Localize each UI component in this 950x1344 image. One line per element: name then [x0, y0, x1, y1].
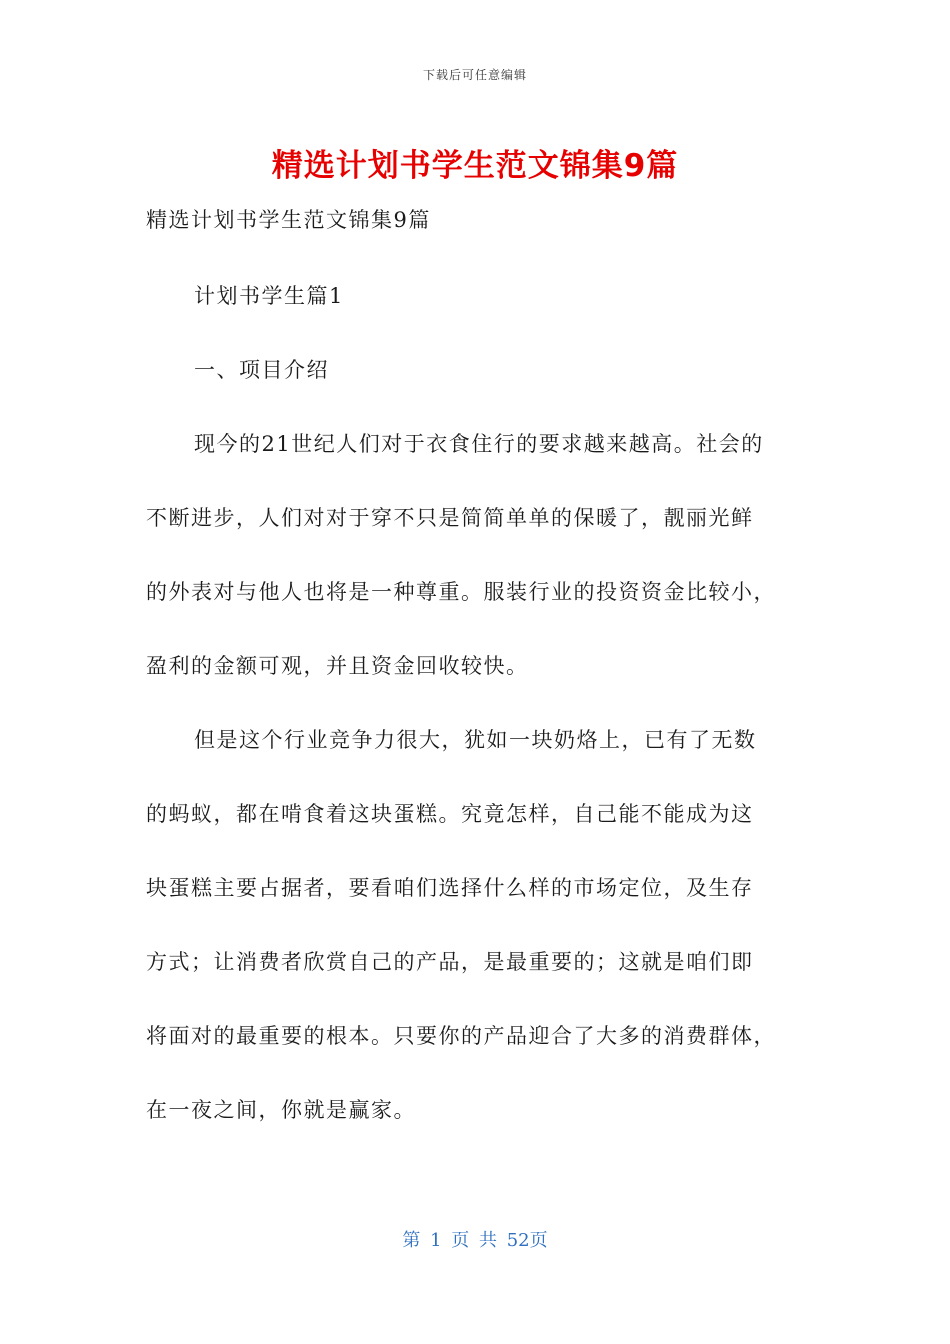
page-footer: 第 1 页 共 52页: [402, 1230, 548, 1251]
paragraph-line: 的蚂蚁，都在啃食着这块蛋糕。究竟怎样，自己能不能成为这: [146, 802, 754, 826]
paragraph-line: 将面对的最重要的根本。只要你的产品迎合了大多的消费群体，: [146, 1024, 776, 1048]
header-note: 下载后可任意编辑: [422, 68, 527, 82]
paragraph-line: 的外表对与他人也将是一种尊重。服装行业的投资资金比较小，: [146, 580, 776, 604]
paragraph-line: 但是这个行业竞争力很大，犹如一块奶烙上，已有了无数: [194, 728, 757, 752]
paragraph-line: 盈利的金额可观，并且资金回收较快。: [146, 654, 529, 678]
document-body: [146, 196, 806, 1160]
paragraph-line: 不断进步，人们对对于穿不只是简简单单的保暖了，靓丽光鲜: [146, 506, 754, 530]
subsection-heading: 一、项目介绍: [194, 358, 329, 382]
paragraph-line: 现今的21世纪人们对于衣食住行的要求越来越高。社会的: [194, 432, 764, 456]
paragraph-line: 方式；让消费者欣赏自己的产品，是最重要的；这就是咱们即: [146, 950, 754, 974]
paragraph-line: 块蛋糕主要占据者，要看咱们选择什么样的市场定位，及生存: [146, 876, 754, 900]
document-title: 精选计划书学生范文锦集9篇: [271, 148, 679, 184]
paragraph-line: 在一夜之间，你就是赢家。: [146, 1098, 416, 1122]
section-heading: 计划书学生篇1: [194, 284, 344, 308]
body-line-subtitle: 精选计划书学生范文锦集9篇: [146, 208, 431, 232]
